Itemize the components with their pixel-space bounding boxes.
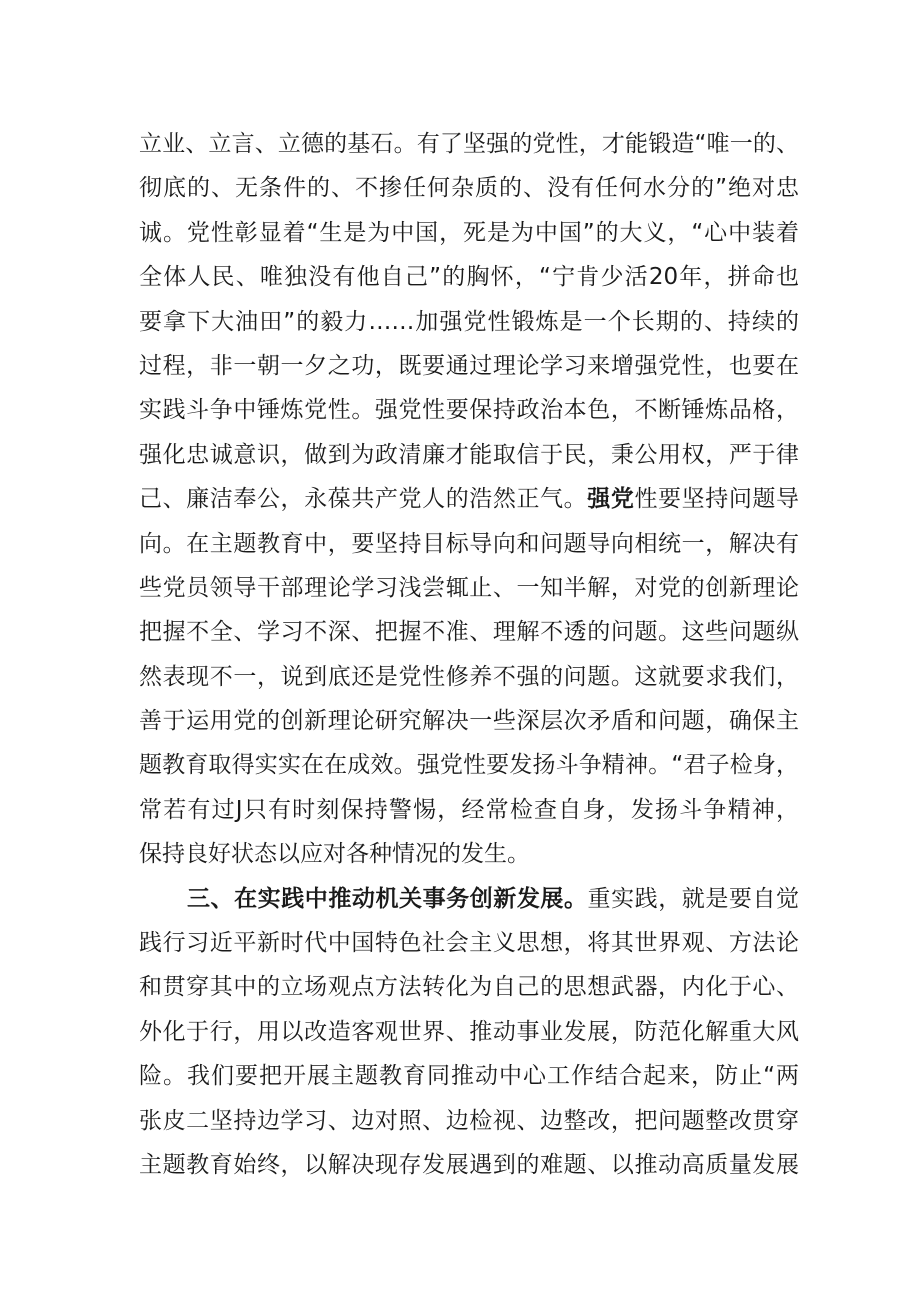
text-line: 外化于行，用以改造客观世界、推动事业发展，防范化解重大风 [139, 1018, 799, 1045]
text-line: 立业、立言、立德的基石。有了坚强的党性，才能锻造“唯一的、 [139, 131, 799, 157]
text-line: 张皮二坚持边学习、边对照、边检视、边整改，把问题整改贯穿 [139, 1107, 799, 1134]
text-line: 主题教育始终，以解决现存发展遇到的难题、以推动高质量发展 [139, 1151, 799, 1178]
text-line: 然表现不一，说到底还是党性修养不强的问题。这就要求我们， [139, 663, 799, 690]
text-line: 常若有过J只有时刻保持警惕，经常检查自身，发扬斗争精神， [139, 796, 799, 823]
text-line: 过程，非一朝一夕之功，既要通过理论学习来增强党性，也要在 [139, 352, 799, 379]
text-segment: 己、廉洁奉公，永葆共产党人的浩然正气。 [139, 486, 588, 513]
text-line [139, 477, 799, 521]
text-line: 些党员领导干部理论学习浅尝辄止、一知半解，对党的创新理论 [139, 574, 799, 601]
bold-text-segment: 强党 [587, 486, 635, 513]
text-line: 强化忠诚意识，做到为政清廉才能取信于民，秉公用权，严于律 [139, 441, 799, 468]
text-line: 践行习近平新时代中国特色社会主义思想，将其世界观、方法论 [139, 930, 799, 957]
text-line: 善于运用党的创新理论研究解决一些深层次矛盾和问题，确保主 [139, 708, 799, 735]
text-line: 诚。党性彰显着“生是为中国，死是为中国”的大义，“心中装着 [139, 219, 799, 246]
text-line: 全体人民、唯独没有他自己”的胸怀，“宁肯少活20年，拼命也 [139, 264, 799, 291]
text-line: 把握不全、学习不深、把握不准、理解不透的问题。这些问题纵 [139, 619, 799, 646]
text-line: 实践斗争中锤炼党性。强党性要保持政治本色，不断锤炼品格， [139, 397, 799, 424]
text-line: 要拿下大油田”的毅力……加强党性锻炼是一个长期的、持续的 [139, 308, 799, 335]
text-segment: 重实践，就是要自觉 [587, 885, 800, 912]
text-line: 保持良好状态以应对各种情况的发生。 [139, 841, 530, 868]
text-segment: 性要坚持问题导 [634, 486, 800, 513]
section-heading: 三、在实践中推动机关事务创新发展。 [187, 885, 588, 912]
body-text [139, 122, 799, 1187]
text-line: 险。我们要把开展主题教育同推动中心工作结合起来，防止“两 [139, 1063, 799, 1090]
text-line: 和贯穿其中的立场观点方法转化为自己的思想武器，内化于心、 [139, 974, 799, 1001]
section-heading-line [139, 877, 799, 921]
text-line: 题教育取得实实在在成效。强党性要发扬斗争精神。“君子检身， [139, 752, 799, 779]
text-line: 彻底的、无条件的、不掺任何杂质的、没有任何水分的”绝对忠 [139, 175, 799, 202]
text-line: 向。在主题教育中，要坚持目标导向和问题导向相统一，解决有 [139, 530, 799, 557]
